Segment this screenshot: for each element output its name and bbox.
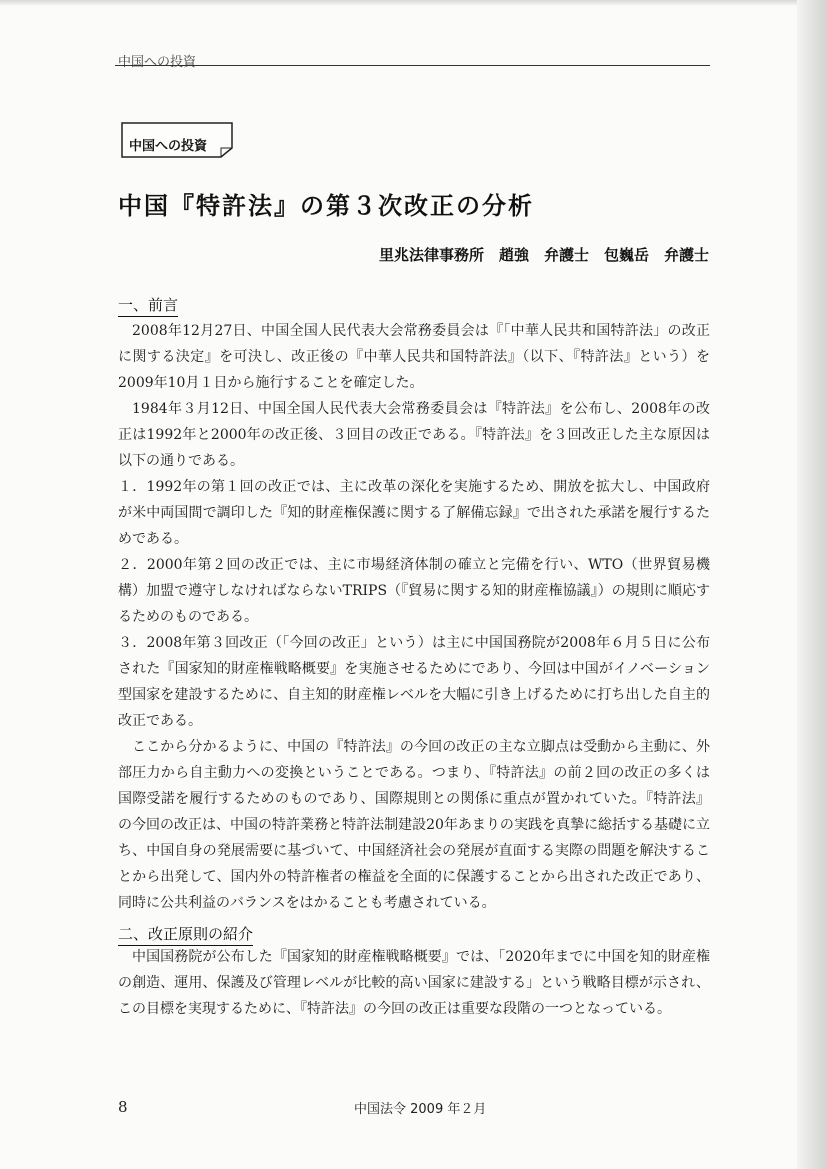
paragraph: 2008年12月27日、中国全国人民代表大会常務委員会は『「中華人民共和国特許法」の改正に関する決定』を可決し、改正後の『中華人民共和国特許法』（以下、『特許法』という）を2009年10月１日から施行することを確定した。: [118, 323, 710, 391]
article-title: 中国『特許法』の第３次改正の分析: [118, 192, 534, 220]
running-head: 中国への投資: [118, 55, 197, 70]
page-number: 8: [118, 1098, 128, 1116]
section-heading-intro: 一、前言: [118, 296, 178, 317]
paragraph: 1984年３月12日、中国全国人民代表大会常務委員会は『特許法』を公布し、2008年の改正は1992年と2000年の改正後、３回目の改正である。『特許法』を３回改正した主な原因は以下の通りである。: [118, 401, 710, 469]
section-badge: [121, 122, 233, 158]
section-heading-principles: 二、改正原則の紹介: [118, 925, 253, 946]
numbered-paragraph: ２．2000年第２回の改正では、主に市場経済体制の確立と完備を行い、WTO（世界貿易機構）加盟で遵守しなければならないTRIPS（『貿易に関する知的財産権協議』）の規則に順応するためのものである。: [118, 557, 710, 625]
numbered-paragraph: １．1992年の第１回の改正では、主に改革の深化を実施するため、開放を拡大し、中国政府が米中両国間で調印した『知的財産権保護に関する了解備忘録』で出された承諾を履行するためである。: [118, 479, 710, 547]
section-body-principles: [118, 944, 710, 1022]
scan-shadow-edge: [797, 0, 827, 1169]
footer-publication: 中国法令 2009 年２月: [354, 1102, 487, 1117]
numbered-paragraph: ３．2008年第３回改正（「今回の改正」という）は主に中国国務院が2008年６月５日に公布された『国家知的財産権戦略概要』を実施させるためにであり、今回は中国がイノベーション型国家を建設するために、自主知的財産権レベルを大幅に引き上げるために打ち出した自主的改正である。: [118, 635, 710, 729]
header-rule: [115, 65, 710, 66]
paragraph: 中国国務院が公布した『国家知的財産権戦略概要』では、「2020年までに中国を知的財産権の創造、運用、保護及び管理レベルが比較的高い国家に建設する」という戦略目標が示され、この目標を実現するために、『特許法』の今回の改正は重要な段階の一つとなっている。: [118, 949, 710, 1017]
scan-shadow-top: [0, 0, 827, 6]
section-badge-label: 中国への投資: [129, 139, 208, 154]
section-body-intro: [118, 318, 710, 916]
article-authors: 里兆法律事務所 趙強 弁護士 包巍岳 弁護士: [378, 246, 709, 264]
paragraph: ここから分かるように、中国の『特許法』の今回の改正の主な立脚点は受動から主動に、外部圧力から自主動力への変換ということである。つまり、『特許法』の前２回の改正の多くは国際受諾を履行するためのものであり、国際規則との関係に重点が置かれていた。『特許法』の今回の改正は、中国の特許業務と特許法制建設20年あまりの実践を真摯に総括する基礎に立ち、中国自身の発展需要に基づいて、中国経済社会の発展が直面する実際の問題を解決することから出発して、国内外の特許権者の権益を全面的に保護することから出された改正であり、同時に公共利益のバランスをはかることも考慮されている。: [118, 739, 710, 911]
